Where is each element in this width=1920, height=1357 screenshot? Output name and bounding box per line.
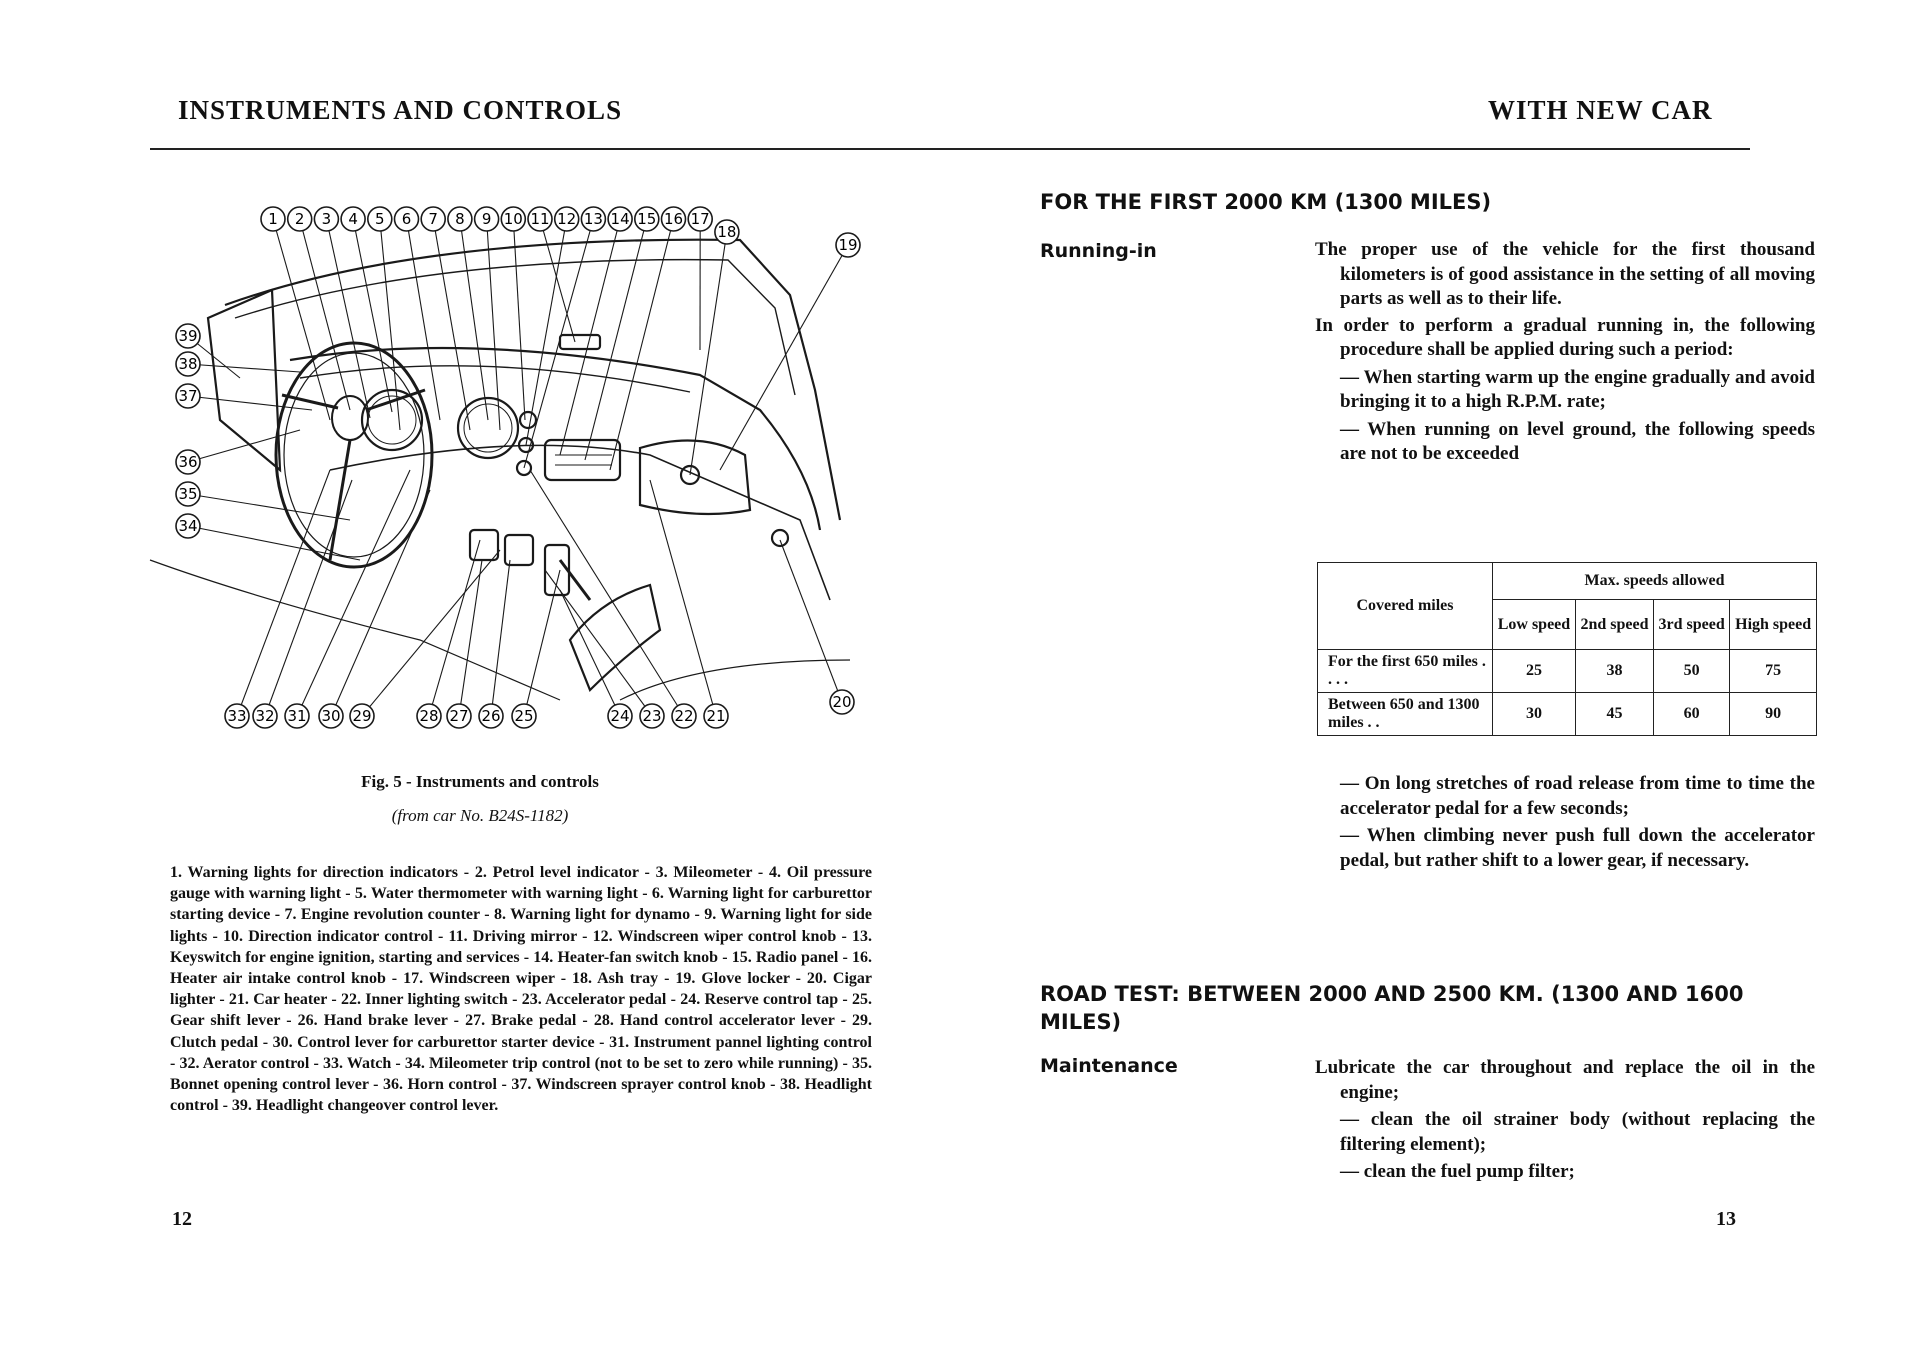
callout-24 — [608, 704, 632, 728]
maintenance-text — [1315, 1056, 1815, 1185]
leader-line-1 — [273, 219, 330, 420]
driving-mirror-shape — [560, 335, 600, 349]
table-cell: 45 — [1575, 693, 1653, 736]
leader-line-22 — [530, 470, 684, 716]
leader-line-4 — [353, 219, 392, 412]
svg-text:7: 7 — [428, 210, 438, 228]
callout-27 — [447, 704, 471, 728]
callout-33 — [225, 704, 249, 728]
callout-10 — [501, 207, 525, 231]
leader-line-27 — [459, 560, 482, 716]
svg-text:30: 30 — [321, 707, 341, 725]
intro-paragraph-1: The proper use of the vehicle for the first thousand kilometers is of good assistance in the setting of all moving parts as well as to their life. — [1315, 239, 1815, 309]
table-cell: 38 — [1575, 650, 1653, 693]
bullet-long-stretches: — On long stretches of road release from time to time the accelerator pedal for a few seconds; — [1340, 773, 1815, 819]
svg-text:36: 36 — [178, 453, 198, 471]
callout-8 — [448, 207, 472, 231]
callout-15 — [635, 207, 659, 231]
leader-line-16 — [610, 219, 674, 470]
callout-20 — [830, 690, 854, 714]
maintenance-paragraph: Lubricate the car throughout and replace the oil in the engine; — [1315, 1057, 1815, 1103]
svg-text:16: 16 — [663, 210, 684, 228]
bullet-when-starting-lead: — When starting — [1340, 366, 1481, 388]
svg-text:15: 15 — [637, 210, 657, 228]
table-header-low-speed: Low speed — [1493, 600, 1576, 650]
right-page-header: WITH NEW CAR — [1488, 95, 1713, 125]
svg-text:28: 28 — [419, 707, 439, 725]
intro-paragraph-2: In order to perform a gradual running in, the following procedure shall be applied during such a period: — [1315, 314, 1815, 360]
svg-text:17: 17 — [690, 210, 710, 228]
table-cell: 50 — [1654, 650, 1730, 693]
accelerator-pedal-shape — [545, 545, 569, 595]
svg-text:6: 6 — [401, 210, 412, 228]
steering-wheel — [276, 343, 432, 567]
right-page — [960, 0, 1920, 1357]
callout-23 — [640, 704, 664, 728]
leader-line-35 — [188, 494, 350, 520]
leader-line-30 — [331, 490, 430, 716]
leader-line-19 — [720, 245, 848, 470]
callout-7 — [421, 207, 445, 231]
svg-text:37: 37 — [178, 387, 198, 405]
callout-16 — [662, 207, 686, 231]
left-page-header: INSTRUMENTS AND CONTROLS — [178, 95, 623, 125]
svg-text:20: 20 — [832, 693, 852, 711]
callout-29 — [350, 704, 374, 728]
clutch-pedal-shape — [505, 535, 533, 565]
callout-31 — [285, 704, 309, 728]
leader-line-36 — [188, 430, 300, 462]
callout-9 — [475, 207, 499, 231]
table-header-2nd-speed: 2nd speed — [1575, 600, 1653, 650]
svg-text:35: 35 — [178, 485, 198, 503]
side-label-running-in: Running-in — [1040, 240, 1157, 262]
brake-pedal-shape — [470, 530, 498, 560]
table-header-high-speed: High speed — [1730, 600, 1817, 650]
dashboard-illustration — [0, 0, 960, 760]
leader-line-38 — [188, 364, 300, 372]
tunnel-shape — [570, 585, 660, 690]
header-rule-right — [960, 148, 1750, 150]
table-header-max-speeds: Max. speeds allowed — [1493, 563, 1817, 600]
table-cell: 25 — [1493, 650, 1576, 693]
leader-line-32 — [265, 480, 352, 716]
svg-text:25: 25 — [514, 707, 534, 725]
svg-text:39: 39 — [178, 327, 198, 345]
speed-limits-table — [1317, 562, 1817, 736]
running-in-text — [1315, 238, 1815, 467]
svg-text:10: 10 — [503, 210, 523, 228]
leader-line-26 — [491, 560, 510, 716]
section-first-2000km-title: FOR THE FIRST 2000 KM (1300 MILES) — [1040, 190, 1492, 214]
svg-text:14: 14 — [610, 210, 630, 228]
callout-2 — [288, 207, 312, 231]
svg-text:27: 27 — [449, 707, 469, 725]
svg-text:29: 29 — [352, 707, 372, 725]
callout-39 — [176, 324, 200, 348]
svg-text:38: 38 — [178, 355, 198, 373]
bullet-oil-strainer: — clean the oil strainer body (without replacing the filtering element); — [1340, 1109, 1815, 1155]
page-number-left: 12 — [172, 1208, 192, 1230]
svg-text:1: 1 — [268, 210, 278, 228]
table-header-covered-miles: Covered miles — [1318, 563, 1493, 650]
callout-19 — [836, 233, 860, 257]
svg-text:21: 21 — [706, 707, 726, 725]
callout-1 — [261, 207, 285, 231]
callout-12 — [555, 207, 579, 231]
callout-11 — [528, 207, 552, 231]
leader-line-18 — [690, 232, 727, 475]
side-window — [208, 290, 280, 470]
callout-38 — [176, 352, 200, 376]
leader-line-10 — [513, 219, 525, 420]
mileometer-dial — [458, 398, 518, 458]
leader-line-24 — [560, 590, 620, 716]
svg-text:19: 19 — [838, 236, 858, 254]
bullet-fuel-pump: — clean the fuel pump filter; — [1340, 1161, 1575, 1182]
svg-text:18: 18 — [717, 223, 737, 241]
callout-36 — [176, 450, 200, 474]
bullet-level-ground: — When running on level ground, the following speeds are not to be exceeded — [1340, 418, 1815, 464]
svg-text:4: 4 — [348, 210, 358, 228]
svg-text:11: 11 — [530, 210, 550, 228]
revolution-counter-dial — [362, 390, 422, 450]
callout-37 — [176, 384, 200, 408]
callout-30 — [319, 704, 343, 728]
figure-legend: 1. Warning lights for direction indicators - 2. Petrol level indicator - 3. Mileometer - 4. Oil pressure gauge with warning light - 5. Water thermometer with warning light - 6. Warning light for carburettor starting device - 7. Engine revolution counter - 8. Warning light for dynamo - 9. Warning light for side lights - 10. Direction indicator control - 11. Driving mirror - 12. Windscreen wiper control knob - 13. Keyswitch for engine ignition, starting and services - 14. Heater-fan switch knob - 15. Radio panel - 16. Heater air intake control knob - 17. Windscreen wiper - 18. Ash tray - 19. Glove locker - 20. Cigar lighter - 21. Car heater - 22. Inner lighting switch - 23. Accelerator pedal - 24. Reserve control tap - 25. Gear shift lever - 26. Hand brake lever - 27. Brake pedal - 28. Hand control accelerator lever - 29. Clutch pedal - 30. Control lever for carburettor starter device - 31. Instrument pannel lighting control - 32. Aerator control - 33. Watch - 34. Mileometer trip control (not to be set to zero while running) - 35. Bonnet opening control lever - 36. Horn control - 37. Windscreen sprayer control knob - 38. Headlight control - 39. Headlight changeover control lever. — [170, 864, 872, 1115]
callout-26 — [479, 704, 503, 728]
svg-text:26: 26 — [481, 707, 501, 725]
callout-22 — [672, 704, 696, 728]
table-cell: 75 — [1730, 650, 1817, 693]
callout-25 — [512, 704, 536, 728]
bullet-when-climbing: — When climbing never push full down the accelerator pedal, but rather shift to a lower gear, if necessary. — [1340, 825, 1815, 871]
callout-17 — [688, 207, 712, 231]
callout-13 — [581, 207, 605, 231]
leader-line-12 — [526, 219, 567, 445]
callout-35 — [176, 482, 200, 506]
callout-4 — [341, 207, 365, 231]
callout-6 — [395, 207, 419, 231]
callout-32 — [253, 704, 277, 728]
table-row-label-650-1300: Between 650 and 1300 miles . . — [1318, 693, 1493, 736]
svg-text:3: 3 — [321, 210, 332, 228]
table-cell: 90 — [1730, 693, 1817, 736]
figure-subtitle: (from car No. B24S-1182) — [391, 806, 569, 825]
table-cell: 30 — [1493, 693, 1576, 736]
svg-text:22: 22 — [674, 707, 694, 725]
leader-line-20 — [780, 540, 842, 702]
running-in-tips — [1315, 772, 1815, 873]
svg-text:24: 24 — [610, 707, 630, 725]
svg-text:23: 23 — [642, 707, 662, 725]
leader-line-25 — [524, 570, 560, 716]
page-number-right: 13 — [1716, 1208, 1736, 1230]
bullet-when-starting — [1315, 366, 1815, 415]
callout-14 — [608, 207, 632, 231]
leader-line-23 — [545, 570, 652, 716]
table-header-3rd-speed: 3rd speed — [1654, 600, 1730, 650]
callout-34 — [176, 514, 200, 538]
svg-text:31: 31 — [287, 707, 307, 725]
leader-line-21 — [650, 480, 716, 716]
callout-3 — [314, 207, 338, 231]
svg-text:32: 32 — [255, 707, 275, 725]
svg-text:34: 34 — [178, 517, 198, 535]
bullet-when-starting-rest: warm up the engine gradually and avoid bringing it to a high R.P.M. rate; — [1340, 366, 1815, 412]
svg-text:13: 13 — [583, 210, 603, 228]
callout-21 — [704, 704, 728, 728]
svg-text:33: 33 — [227, 707, 247, 725]
svg-text:9: 9 — [481, 210, 492, 228]
section-road-test-title: ROAD TEST: BETWEEN 2000 AND 2500 KM. (1300 AND 1600 MILES) — [1040, 982, 1744, 1034]
callout-5 — [368, 207, 392, 231]
table-row-label-first-650: For the first 650 miles . . . . — [1318, 650, 1493, 693]
leader-line-13 — [524, 219, 593, 468]
side-label-maintenance: Maintenance — [1040, 1055, 1178, 1077]
svg-text:5: 5 — [375, 210, 385, 228]
callout-28 — [417, 704, 441, 728]
callout-18 — [715, 220, 739, 244]
leader-line-11 — [540, 219, 575, 342]
svg-text:12: 12 — [557, 210, 577, 228]
leader-line-3 — [326, 219, 370, 418]
svg-text:2: 2 — [294, 210, 305, 228]
svg-text:8: 8 — [455, 210, 465, 228]
leader-line-15 — [585, 219, 647, 460]
leader-line-14 — [560, 219, 620, 455]
leader-line-2 — [300, 219, 350, 410]
figure-title: Fig. 5 - Instruments and controls — [361, 772, 599, 791]
table-cell: 60 — [1654, 693, 1730, 736]
